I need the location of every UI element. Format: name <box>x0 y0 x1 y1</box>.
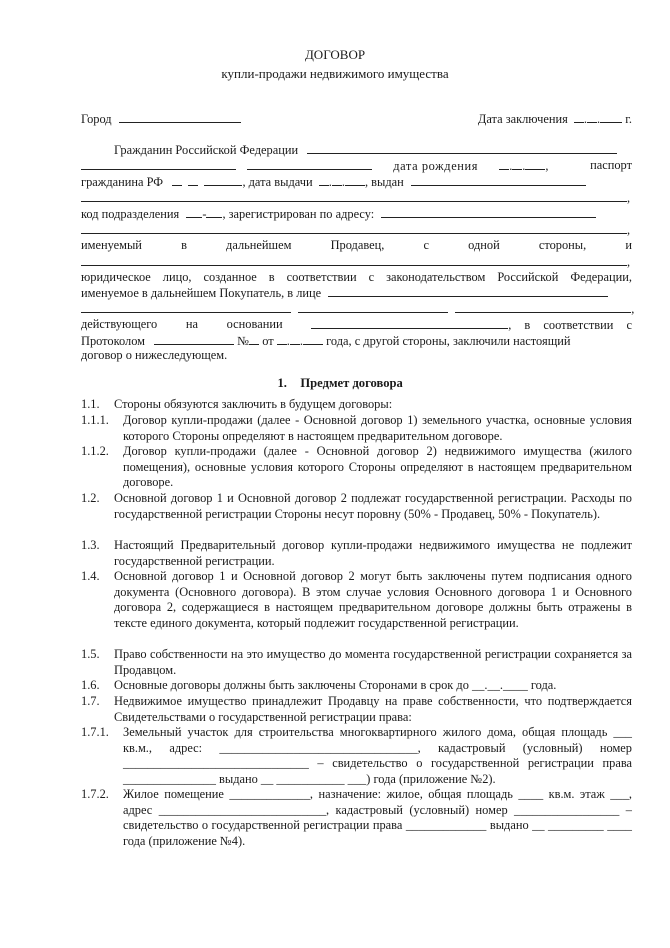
citizen-name-field-3[interactable] <box>247 158 372 170</box>
word: действующего <box>81 317 158 331</box>
city-label: Город <box>81 112 112 126</box>
preamble-line-8: , <box>81 254 632 271</box>
clause-text: Договор купли-продажи (далее - Основной договор 1) земельного участка, основные условия которого Стороны определяют в настоящем предварительном договоре. <box>123 413 632 443</box>
protocol-year[interactable] <box>303 333 323 345</box>
document-subtitle: купли-продажи недвижимого имущества <box>221 66 449 81</box>
city-field[interactable] <box>119 111 241 123</box>
clause-text: Жилое помещение _____________, назначение: жилое, общая площадь ____ кв.м. этаж ___, адрес ___________________________, кадастровый (условный) номер _________________ – свидетельство о государственной регистрации права _____________ выдано __ _________ ____ года (приложение №4). <box>123 787 632 848</box>
word: с <box>423 238 429 252</box>
date-day-field[interactable] <box>574 111 584 123</box>
clause-number: 1.3. <box>81 538 100 552</box>
word: одной <box>468 238 500 252</box>
clause-text: Основной договор 1 и Основной договор 2 подлежат государственной регистрации. Расходы по государственной регистрации Стороны несут поровну (50% - Продавец, 50% - Покупатель). <box>114 491 632 521</box>
section-1-heading <box>0 376 670 392</box>
clause-text: Стороны обязуются заключить в будущем договоры: <box>114 397 393 411</box>
citizen-name-field[interactable] <box>307 142 617 154</box>
clause-text: Настоящий Предварительный договор купли-продажи недвижимого имущества не подлежит государственной регистрации. <box>114 538 632 568</box>
basis-tail: , в соответствии с <box>508 318 632 332</box>
clause-number: 1.1.2. <box>81 444 109 458</box>
clause-1-7 <box>81 694 632 725</box>
protocol-day[interactable] <box>277 333 287 345</box>
registered-address-field[interactable] <box>381 206 596 218</box>
clause-number: 1.2. <box>81 491 100 505</box>
section-number: 1. <box>277 376 287 390</box>
passport-label: паспорт <box>590 158 632 172</box>
section-title: Предмет договора <box>300 376 403 390</box>
word: и <box>625 238 632 252</box>
clause-number: 1.5. <box>81 647 100 661</box>
buyer-representative-field[interactable] <box>328 285 608 297</box>
word: Продавец, <box>330 238 385 252</box>
clause-1-7-2 <box>81 787 632 849</box>
clause-text: Земельный участок для строительства многоквартирного жилого дома, общая площадь ___ кв.м., адрес: ________________________________, кадастровый (условный) номер ______________________________ – свидетельство о государственной регистрации права _______________ выдано __ ___________ ___) года (приложение №2). <box>123 725 632 786</box>
word: в <box>181 238 187 252</box>
clause-1-4 <box>81 569 632 631</box>
clause-number: 1.1. <box>81 397 100 411</box>
birth-year-field[interactable] <box>525 158 545 170</box>
passport-series-1[interactable] <box>172 174 182 186</box>
number-sign: № <box>237 334 250 348</box>
preamble-line-4: , <box>81 190 632 207</box>
representative-name-field[interactable] <box>298 301 448 313</box>
subdivision-code-1[interactable] <box>186 206 202 218</box>
date-month-field[interactable] <box>587 111 597 123</box>
issue-year[interactable] <box>345 174 365 186</box>
clause-number: 1.1.1. <box>81 413 109 427</box>
citizen-name-field-2[interactable] <box>81 158 236 170</box>
date-label: Дата заключения <box>477 112 568 126</box>
clause-number: 1.7.2. <box>81 787 109 801</box>
clause-text: Основной договор 1 и Основной договор 2 могут быть заключены путем подписания одного документа (Основного договора). В этом случае условия Основного договора 1 и Основного договора 2, содержащиеся в настоящем предварительном договоре должны быть отражены в тексте единого документа, который подлежит государственной регистрации. <box>114 569 632 630</box>
birth-day-field[interactable] <box>499 158 509 170</box>
issue-date-label: , дата выдачи <box>242 175 313 189</box>
clause-1-3 <box>81 538 632 569</box>
word: дальнейшем <box>226 238 292 252</box>
protocol-number-field[interactable] <box>249 333 259 345</box>
issue-month[interactable] <box>332 174 342 186</box>
from-label: от <box>262 334 274 348</box>
passport-series-2[interactable] <box>188 174 198 186</box>
clause-1-2 <box>81 491 632 522</box>
issued-by-field[interactable] <box>411 174 586 186</box>
clause-1-5 <box>81 647 632 678</box>
issue-day[interactable] <box>319 174 329 186</box>
clause-1-1-2 <box>81 444 632 491</box>
registered-address-field-2[interactable] <box>81 222 627 234</box>
word: основании <box>226 317 283 331</box>
basis-field[interactable] <box>311 317 508 329</box>
word: на <box>185 317 199 331</box>
preamble-line-12 <box>81 317 632 334</box>
preamble-line-3: гражданина РФ , дата выдачи . . , выдан <box>81 174 632 191</box>
birth-month-field[interactable] <box>512 158 522 170</box>
passport-number[interactable] <box>204 174 242 186</box>
clause-number: 1.4. <box>81 569 100 583</box>
preamble-line-1 <box>81 142 632 159</box>
protocol-tail: года, с другой стороны, заключили настоящий <box>326 334 571 348</box>
clause-text: Право собственности на это имущество до момента государственной регистрации сохраняется за Продавцом. <box>114 647 632 677</box>
preamble-line-9: юридическое лицо, созданное в соответствии с законодательством Российской Федерации, <box>81 270 632 284</box>
birth-date-label: дата рождения <box>393 159 479 173</box>
clause-number: 1.7.1. <box>81 725 109 739</box>
clause-text: Основные договоры должны быть заключены Сторонами в срок до __.__.____ года. <box>114 678 557 692</box>
preamble-line-7 <box>81 238 632 254</box>
preamble-line-6: , <box>81 222 632 239</box>
citizen-label: Гражданин Российской Федерации <box>114 143 299 157</box>
clause-text: Недвижимое имущество принадлежит Продавцу на праве собственности, что подтверждается Свидетельствами о государственной регистрации права: <box>114 694 632 724</box>
protocol-month[interactable] <box>290 333 300 345</box>
registered-address-label: , зарегистрирован по адресу: <box>222 207 375 221</box>
buyer-representative-label: именуемое в дальнейшем Покупатель, в лице <box>81 286 322 300</box>
subdivision-code-2[interactable] <box>206 206 222 218</box>
preamble-line-2: дата рождения . . , паспорт <box>81 158 632 175</box>
protocol-label: Протоколом <box>81 334 146 348</box>
word: стороны, <box>538 238 587 252</box>
issued-by-label: , выдан <box>364 175 404 189</box>
clause-1-7-1 <box>81 725 632 787</box>
subdivision-code-label: код подразделения <box>81 207 180 221</box>
clause-text: Договор купли-продажи (далее - Основной договор 2) недвижимого имущества (жилого помещения), основные условия которого Стороны определяют в настоящем предварительном договоре. <box>123 444 632 490</box>
date-suffix: г. <box>625 112 632 126</box>
clause-number: 1.6. <box>81 678 100 692</box>
preamble-line-14: договор о нижеследующем. <box>81 348 228 362</box>
representative-name-field-2[interactable] <box>455 301 631 313</box>
issued-by-field-2[interactable] <box>81 190 627 202</box>
preamble-line-10 <box>81 285 632 302</box>
clause-1-1-1 <box>81 413 632 444</box>
header-row: Город Дата заключения . . г. <box>81 112 632 126</box>
protocol-field[interactable] <box>154 333 234 345</box>
preamble-line-13: Протоколом № от . . года, с другой стороны, заключили настоящий <box>81 334 571 348</box>
preamble-line-11: , <box>81 301 632 318</box>
word: именуемый <box>81 238 142 252</box>
passport-label-2: гражданина РФ <box>81 175 164 189</box>
clause-1-6 <box>81 678 632 694</box>
document-title: ДОГОВОР <box>304 47 366 62</box>
representative-position-field[interactable] <box>81 301 291 313</box>
clause-number: 1.7. <box>81 694 100 708</box>
date-year-field[interactable] <box>600 111 622 123</box>
preamble-line-5: код подразделения - , зарегистрирован по адресу: <box>81 206 632 223</box>
buyer-name-field[interactable] <box>81 254 627 266</box>
clause-1-1 <box>81 397 632 413</box>
